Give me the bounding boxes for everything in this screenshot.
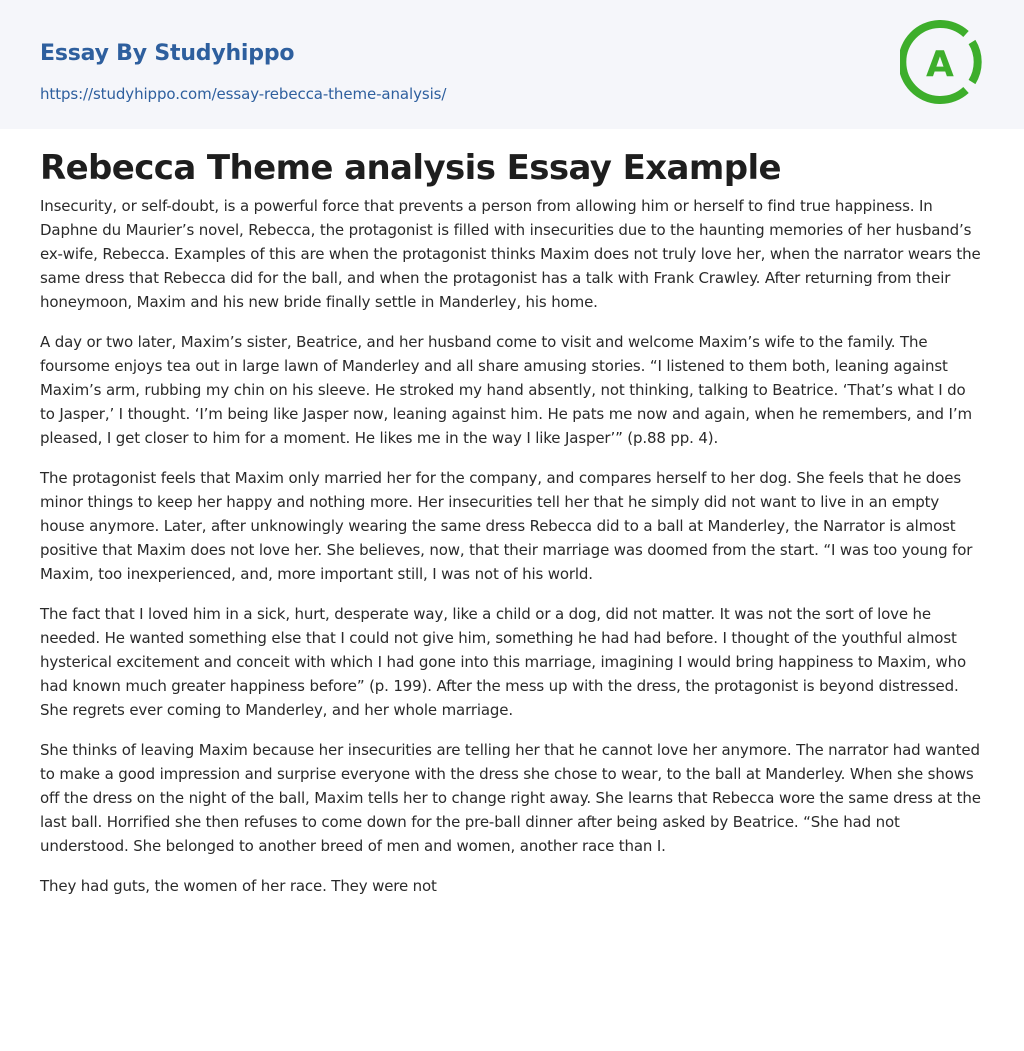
site-title[interactable]: Essay By Studyhippo (40, 41, 295, 66)
essay-paragraph: She thinks of leaving Maxim because her insecurities are telling her that he cannot love her anymore. The narrator had wanted to make a good impression and surprise everyone with the dress she chose to wear, to the ball at Manderley. When she shows off the dress on the night of the ball, Maxim tells her to change right away. She learns that Rebecca wore the same dress at the last ball. Horrified she then refuses to come down for the pre-ball dinner after being asked by Beatrice. “She had not understood. She belonged to another breed of men and women, another race than I. (40, 741, 981, 855)
studyhippo-logo-icon[interactable] (900, 20, 984, 104)
page-url-link[interactable]: https://studyhippo.com/essay-rebecca-theme-analysis/ (40, 85, 447, 103)
essay-paragraph: The protagonist feels that Maxim only married her for the company, and compares herself to her dog. She feels that he does minor things to keep her happy and nothing more. Her insecurities tell her that he simply did not want to live in an empty house anymore. Later, after unknowingly wearing the same dress Rebecca did to a ball at Manderley, the Narrator is almost positive that Maxim does not love her. She believes, now, that their marriage was doomed from the start. “I was too young for Maxim, too inexperienced, and, more important still, I was not of his world. (40, 469, 973, 583)
essay-paragraph: Insecurity, or self-doubt, is a powerful force that prevents a person from allowing him or herself to find true happiness. In Daphne du Maurier’s novel, Rebecca, the protagonist is filled with insecurities due to the haunting memories of her husband’s ex-wife, Rebecca. Examples of this are when the protagonist thinks Maxim does not truly love her, when the narrator wears the same dress that Rebecca did for the ball, and when the protagonist has a talk with Frank Crawley. After returning from their honeymoon, Maxim and his new bride finally settle in Manderley, his home. (40, 197, 981, 311)
essay-paragraph: A day or two later, Maxim’s sister, Beatrice, and her husband come to visit and welcome Maxim’s wife to the family. The foursome enjoys tea out in large lawn of Manderley and all share amusing stories. “I listened to them both, leaning against Maxim’s arm, rubbing my chin on his sleeve. He stroked my hand absently, not thinking, talking to Beatrice. ‘That’s what I do to Jasper,’ I thought. ‘I’m being like Jasper now, leaning against him. He pats me now and again, when he remembers, and I’m pleased, I get closer to him for a moment. He likes me in the way I like Jasper’” (p.88 pp. 4). (40, 333, 972, 447)
essay-paragraph: They had guts, the women of her race. They were not (40, 877, 437, 895)
logo-letter: A (926, 44, 954, 85)
essay-paragraph: The fact that I loved him in a sick, hurt, desperate way, like a child or a dog, did not matter. It was not the sort of love he needed. He wanted something else that I could not give him, something he had had before. I thought of the youthful almost hysterical excitement and conceit with which I had gone into this marriage, imagining I would bring happiness to Maxim, who had known much greater happiness before” (p. 199). After the mess up with the dress, the protagonist is beyond distressed. She regrets ever coming to Manderley, and her whole marriage. (40, 605, 967, 719)
essay-body (40, 194, 984, 914)
page-title: Rebecca Theme analysis Essay Example (40, 148, 781, 188)
